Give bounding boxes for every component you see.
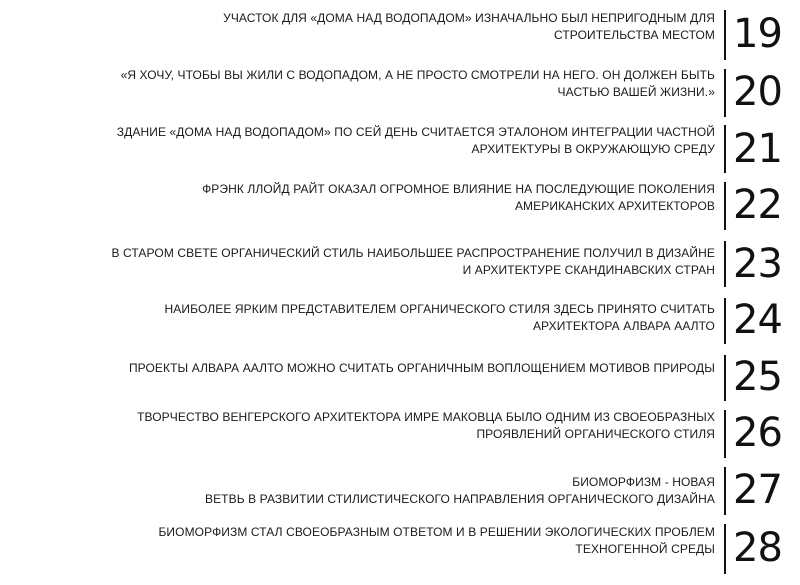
entry-number: 22: [733, 182, 782, 228]
entry-text: БИОМОРФИЗМ - НОВАЯ ВЕТВЬ В РАЗВИТИИ СТИЛИСТИЧЕСКОГО НАПРАВЛЕНИЯ ОРГАНИЧЕСКОГО ДИЗАЙНА: [204, 475, 715, 506]
divider-bar: [724, 410, 726, 458]
entry-text: ЗДАНИЕ «ДОМА НАД ВОДОПАДОМ» ПО СЕЙ ДЕНЬ СЧИТАЕТСЯ ЭТАЛОНОМ ИНТЕГРАЦИИ ЧАСТНОЙ АРХИТЕКТУРЫ В ОКРУЖАЮЩУЮ СРЕДУ: [116, 125, 715, 156]
entry-text: НАИБОЛЕЕ ЯРКИМ ПРЕДСТАВИТЕЛЕМ ОРГАНИЧЕСКОГО СТИЛЯ ЗДЕСЬ ПРИНЯТО СЧИТАТЬ АРХИТЕКТОРА АЛВАРА ААЛТО: [164, 302, 715, 333]
entry-number: 26: [733, 410, 782, 456]
entry-text: «Я ХОЧУ, ЧТОБЫ ВЫ ЖИЛИ С ВОДОПАДОМ, А НЕ ПРОСТО СМОТРЕЛИ НА НЕГО. ОН ДОЛЖЕН БЫТЬ ЧАСТЬЮ ВАШЕЙ ЖИЗНИ.»: [120, 68, 715, 99]
entry-number: 24: [733, 297, 782, 343]
divider-bar: [724, 10, 726, 60]
entry-number: 23: [733, 241, 782, 287]
entry-text: БИОМОРФИЗМ СТАЛ СВОЕОБРАЗНЫМ ОТВЕТОМ И В РЕШЕНИИ ЭКОЛОГИЧЕСКИХ ПРОБЛЕМ ТЕХНОГЕННОЙ СРЕДЫ: [158, 525, 715, 556]
divider-bar: [724, 69, 726, 117]
entry-number: 20: [733, 69, 782, 115]
divider-bar: [724, 125, 726, 173]
entry-number: 19: [733, 11, 782, 57]
entry-number: 28: [733, 525, 782, 571]
entry-text: УЧАСТОК ДЛЯ «ДОМА НАД ВОДОПАДОМ» ИЗНАЧАЛЬНО БЫЛ НЕПРИГОДНЫМ ДЛЯ СТРОИТЕЛЬСТВА МЕСТОМ: [223, 11, 715, 42]
divider-bar: [724, 524, 726, 574]
entry-text: ТВОРЧЕСТВО ВЕНГЕРСКОГО АРХИТЕКТОРА ИМРЕ МАКОВЦА БЫЛО ОДНИМ ИЗ СВОЕОБРАЗНЫХ ПРОЯВЛЕНИЙ ОРГАНИЧЕСКОГО СТИЛЯ: [137, 410, 715, 441]
divider-bar: [724, 298, 726, 344]
divider-bar: [724, 355, 726, 401]
entry-text: ПРОЕКТЫ АЛВАРА ААЛТО МОЖНО СЧИТАТЬ ОРГАНИЧНЫМ ВОПЛОЩЕНИЕМ МОТИВОВ ПРИРОДЫ: [128, 361, 715, 375]
entry-number: 25: [733, 354, 782, 400]
divider-bar: [724, 182, 726, 230]
entry-text: В СТАРОМ СВЕТЕ ОРГАНИЧЕСКИЙ СТИЛЬ НАИБОЛЬШЕЕ РАСПРОСТРАНЕНИЕ ПОЛУЧИЛ В ДИЗАЙНЕ И АРХИТЕКТУРЕ СКАНДИНАВСКИХ СТРАН: [111, 246, 715, 277]
divider-bar: [724, 467, 726, 515]
entry-number: 27: [733, 467, 782, 513]
divider-bar: [724, 241, 726, 287]
entry-number: 21: [733, 126, 782, 172]
entry-text: ФРЭНК ЛЛОЙД РАЙТ ОКАЗАЛ ОГРОМНОЕ ВЛИЯНИЕ НА ПОСЛЕДУЮЩИЕ ПОКОЛЕНИЯ АМЕРИКАНСКИХ АРХИТЕКТОРОВ: [202, 182, 715, 213]
